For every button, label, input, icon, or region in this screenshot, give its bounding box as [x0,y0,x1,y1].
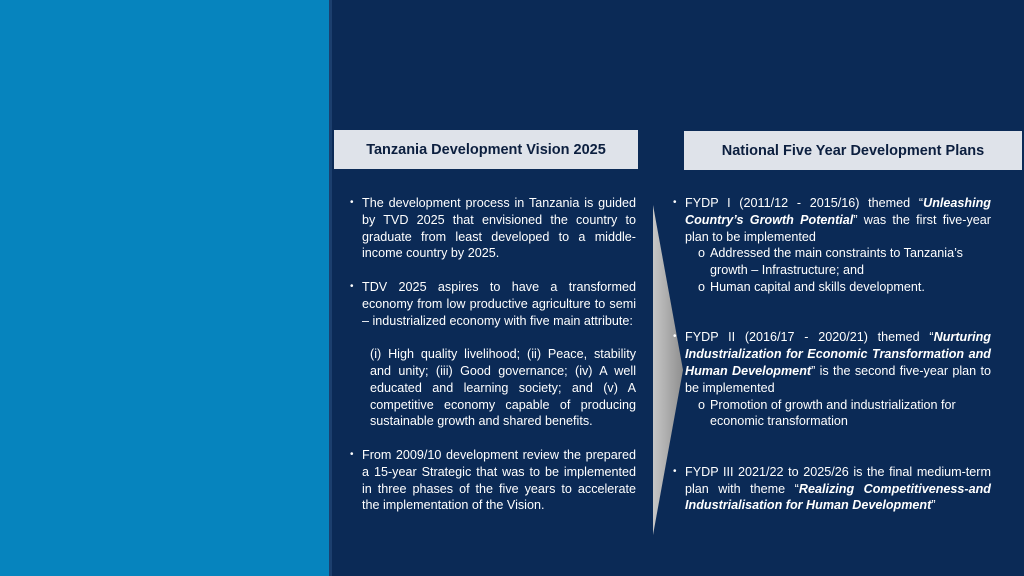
fydp1-theme: Unleashing Country’s Growth Potential [685,196,991,227]
fydp-header-text: National Five Year Development Plans [721,142,985,159]
fydp3-text: FYDP III 2021/22 to 2025/26 is the final medium-term plan with theme “Realizing Competitiveness-and Industrialisation for Human Development” [685,464,991,513]
tdv-2025-content [350,195,636,514]
fydp1-sub-2: o Human capital and skills development. [698,279,925,294]
fydp3-theme: Realizing Competitiveness-and Industrialisation for Human Development [685,481,991,513]
tdv-bullet-3-text: From 2009/10 development review the prepared a 15-year Strategic that was to be implemented in three phases of the five years to accelerate the implementation of the Vision. [362,447,636,513]
fydp-content [673,195,991,514]
left-color-band [0,0,329,576]
tdv-bullet-1-text: The development process in Tanzania is guided by TVD 2025 that envisioned the country to graduate from least developed to a middle-income country by 2025. [362,196,636,261]
fydp3-bullet [673,464,991,514]
tdv-2025-header [334,130,638,169]
tdv-bullet-2-text: TDV 2025 aspires to have a transformed economy from low productive agriculture to semi – industrialized economy with five main attribute: [362,279,636,328]
left-band-edge [329,0,332,576]
sub-bullet-marker: o [698,397,706,412]
tdv-2025-header-text: Tanzania Development Vision 2025 [366,141,606,158]
fydp1-text: FYDP I (2011/12 - 2015/16) themed “Unleashing Country’s Growth Potential” was the first five-year plan to be implemented [685,196,992,244]
tdv-bullet-3 [350,447,636,514]
sub-bullet-marker: o [698,246,706,261]
fydp2-theme: Nurturing Industrialization for Economic Transformation and Human Development [685,330,991,378]
fydp2-sub-1: o Promotion of growth and industrialization for economic transformation [698,397,956,429]
bullet-marker: • [350,448,354,460]
fydp2-text: FYDP II (2016/17 - 2020/21) themed “Nurturing Industrialization for Economic Transformation and Human Development” is the second five-year plan to be implemented [685,330,991,395]
fydp2-bullet [673,329,991,396]
tdv-attributes-text: (i) High quality livelihood; (ii) Peace, stability and unity; (iii) Good governance; (iv) A well educated and learning society; and (v) A competitive economy capable of producing sustainable growth and shared benefits. [370,347,636,429]
tdv-bullet-2 [350,279,636,329]
bullet-marker: • [673,465,677,477]
bullet-marker: • [673,197,677,208]
bullet-marker: • [350,280,354,292]
sub-bullet-marker: o [698,279,706,294]
bullet-marker: • [350,197,354,208]
bullet-marker: • [673,331,677,343]
fydp1-bullet [673,195,991,245]
fydp-header [684,131,1022,170]
tdv-bullet-1 [350,195,636,262]
fydp1-sub-1: o Addressed the main constraints to Tanzania’s growth – Infrastructure; and [698,246,963,278]
